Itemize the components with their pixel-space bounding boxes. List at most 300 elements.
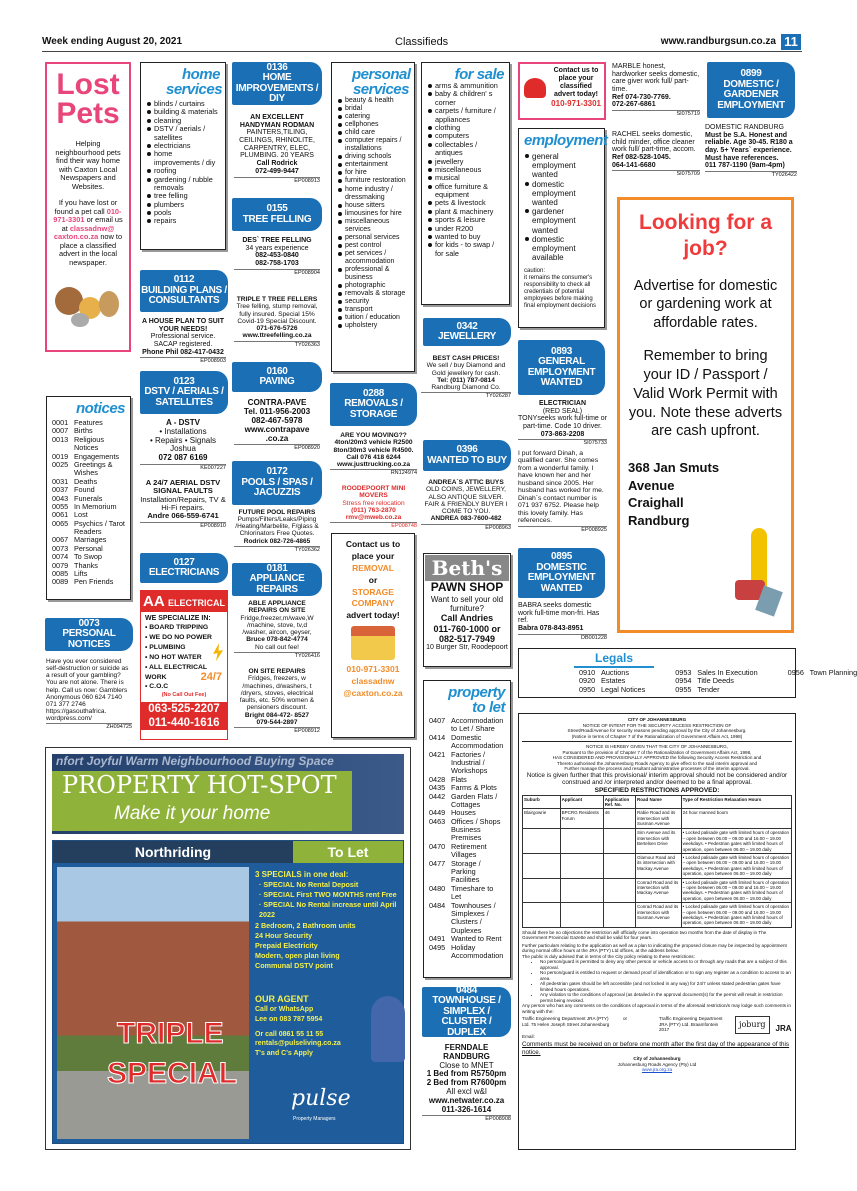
category-link[interactable]: musical: [427, 174, 504, 182]
entry-code: 0442: [429, 791, 446, 801]
category-link[interactable]: roofing: [146, 167, 220, 175]
table-cell: [560, 854, 603, 879]
category-code: 0288: [362, 387, 385, 399]
table-row: [523, 878, 792, 903]
category-link[interactable]: driving schools: [337, 153, 409, 161]
category-link[interactable]: plumbers: [146, 201, 220, 209]
entry-code: 0019: [52, 451, 69, 461]
entry-label: Engagements: [74, 451, 120, 461]
category-link[interactable]: office furniture & equipment: [427, 183, 504, 200]
table-cell: [560, 878, 603, 903]
personal-services-title: personal services: [352, 66, 411, 98]
promo-special: SPECIAL: [107, 1057, 238, 1090]
ad-dinah: [518, 450, 607, 533]
entry-code: 0085: [52, 569, 69, 579]
entry-label: In Memorium: [74, 501, 117, 511]
ad-line: ON SITE REPAIRS: [248, 668, 306, 675]
entry-label: Flats: [451, 774, 467, 784]
notice-paragraph: Further particulars relating to the application as well as a plan to indicating the proposed closure may be inspected by appointment during normal office hours at the JRA (PTY) Ltd offices, at the address below.: [522, 942, 787, 954]
entry-code: 0007: [52, 426, 69, 436]
aa-phone-1: 063-525-2207: [141, 702, 227, 716]
entry-label: Legal Notices: [601, 684, 646, 694]
category-link[interactable]: arms & ammunition: [427, 82, 504, 90]
col-road: Road Name: [635, 795, 681, 809]
category-link[interactable]: sports & leisure: [427, 216, 504, 224]
table-cell: • Locked palisade gate with limited hours of operation – open between 06.00 – 09.00 and 16.00 – 19.00 weekdays. • Pedestrian gates with limited hours of operation, open between 06.00 – 19.00 daily: [681, 903, 791, 928]
category-link[interactable]: for hire: [337, 169, 409, 177]
category-name: PERSONAL NOTICES: [62, 628, 116, 650]
entry-label: Accommodation to Let / Share: [451, 716, 504, 734]
category-link[interactable]: gardener employment wanted: [524, 207, 599, 235]
ad-line: www.contrapave .co.za: [244, 425, 310, 444]
notice-rule: • Any violation to the conditions of approval (as detailed in the approval document(s) for the permit will result in restriction permit being revoked.: [540, 992, 792, 1003]
category-name: JEWELLERY: [437, 331, 497, 342]
for-sale-list: [427, 82, 504, 258]
table-cell: [603, 878, 635, 903]
ad-line: TRIPLE T TREE FELLERS: [236, 296, 318, 303]
contact-phone[interactable]: 010-971-3301: [346, 664, 400, 675]
agent-title: OUR AGENT: [255, 994, 309, 1004]
ad-line: Fridges, freezers, w /machines, d/washers, t /dryers, stoves, electrical faults, etc. 50% women & pensioners discount.: [239, 675, 315, 712]
hot-spot-title: PROPERTY HOT-SPOT: [62, 771, 337, 799]
category-link[interactable]: general employment wanted: [524, 152, 599, 180]
category-link[interactable]: pets & livestock: [427, 199, 504, 207]
entry-code: 0910: [579, 668, 596, 677]
ad-jewellery: [421, 355, 511, 399]
ad-domestic-randburg: [705, 124, 797, 178]
restrictions-rows: [523, 809, 792, 927]
table-cell: [603, 854, 635, 879]
category-link[interactable]: DSTV / aerials / satellites: [146, 125, 220, 142]
feature-item: Prepaid Electricity: [255, 940, 318, 950]
ad-line: AN EXCELLENT HANDYMAN RODMAN: [239, 114, 315, 129]
ad-line: PAINTERS,TILING, CEILINGS, RHINOLITE, CARPENTRY, ELEC, PLUMBING. 20 YEARS: [239, 129, 315, 160]
entry-label: Pen Friends: [74, 577, 114, 587]
service-item: • C.O.C: [145, 683, 169, 691]
aa-hours: 24/7: [200, 671, 222, 684]
index-entry[interactable]: [429, 734, 505, 751]
ad-line: 8ton/30m3 vehicle R4500.: [333, 446, 414, 454]
ad-reference: EP008913: [234, 177, 320, 184]
ad-line: We sell / buy Diamond and Gold jewellery for cash.: [426, 362, 506, 377]
header-rule: [42, 51, 802, 52]
entry-code: 0067: [52, 535, 69, 545]
category-code: 0136: [266, 61, 288, 73]
listing-area: Northriding: [53, 841, 293, 863]
ad-ferndale: [422, 1044, 511, 1122]
category-link[interactable]: plant & machinery: [427, 208, 504, 216]
home-services-title: home services: [166, 66, 223, 98]
personal-services-list: [337, 97, 409, 330]
ad-reference: EP008912: [234, 727, 320, 734]
entry-label: Marriages: [74, 535, 107, 545]
contact-text-or: or: [368, 574, 378, 585]
index-entry[interactable]: [429, 885, 505, 902]
special-item: · SPECIAL No Rental increase until April 2022: [259, 900, 397, 920]
listing-to-let: To Let: [293, 841, 403, 863]
category-link[interactable]: furniture restoration: [337, 177, 409, 185]
table-cell: Conrad Road and its intersection with Susman Avenue: [635, 903, 681, 928]
category-link[interactable]: miscellaneous: [427, 166, 504, 174]
ad-line: All excl w&l: [446, 1086, 487, 1096]
ad-line: FERNDALE RANDBURG: [443, 1043, 490, 1061]
service-item: • NO HOT WATER: [145, 653, 202, 661]
ad-reference: EP008748: [330, 522, 417, 529]
table-header-row: [523, 795, 792, 809]
category-link[interactable]: cellphones: [337, 121, 409, 129]
category-name: DSTV / AERIALS / SATELLITES: [144, 386, 224, 408]
entry-code: 0414: [429, 732, 446, 742]
entry-code: 0491: [429, 934, 446, 944]
table-row: [523, 854, 792, 879]
beths-phone-2: 082-517-7949: [438, 633, 496, 644]
aa-brand: AA: [143, 593, 165, 610]
index-entry[interactable]: [429, 843, 505, 860]
category-link[interactable]: computer repairs / installations: [337, 137, 409, 153]
table-cell: [523, 829, 561, 854]
lost-pets-phone: 010-971-3301: [53, 206, 122, 225]
index-entry[interactable]: [52, 520, 125, 537]
employment-index: [518, 128, 608, 328]
entry-code: 0449: [429, 808, 446, 818]
ad-line: CONTRA-PAVE: [247, 398, 307, 407]
category-header-0181: [232, 563, 322, 596]
pulse-logo-tagline: Property Managers: [293, 1116, 336, 1122]
ad-reference: SI075733: [518, 439, 607, 446]
beths-title: PAWN SHOP: [430, 580, 504, 594]
notice-address-1: Traffic Engineering Department JRA (PTY) Ltd. 75 Helen Joseph Street Johannesburg: [522, 1016, 610, 1027]
listing-call: Or call 0861 55 11 55: [255, 1031, 324, 1039]
notice-act: (Notice in terms of Chapter 7 of the Rationalization of Government Affairs Act, 1998): [571, 733, 743, 739]
ad-line: (RED SEAL): [542, 407, 583, 415]
ad-line: ANDREA`S ATTIC BUYS: [428, 479, 504, 486]
table-cell: [523, 878, 561, 903]
category-header-0123: [140, 371, 228, 414]
ad-line: 073-863-2208: [540, 430, 585, 438]
ad-line: 072-267-6861: [612, 101, 656, 109]
notice-deadline: Comments must be received on or before one month after the first day of the appearance of this notice.: [522, 1041, 790, 1056]
ad-gamblers: [46, 658, 132, 730]
entry-code: 0954: [675, 676, 692, 686]
ad-reference: TY026422: [705, 171, 797, 178]
entry-code: 0025: [52, 459, 69, 469]
ad-reference: TY026362: [234, 546, 320, 553]
entry-label: Timeshare to Let: [451, 883, 494, 902]
table-cell: BPCRG Residents Forum: [560, 809, 603, 829]
category-link[interactable]: photographic: [337, 282, 409, 290]
entry-label: Births: [74, 426, 93, 436]
entry-label: Storage / Parking Facilities: [451, 858, 481, 885]
entry-label: Lifts: [74, 569, 88, 579]
page-number: 11: [781, 34, 801, 50]
ad-line: 011 787-1190 (9am-4pm): [705, 162, 785, 170]
ad-line: • Installations: [159, 426, 207, 436]
category-link[interactable]: cleaning: [146, 117, 220, 125]
category-link[interactable]: for kids - to swap / for sale: [427, 241, 504, 258]
ad-reference: EP008910: [140, 522, 226, 529]
index-entry[interactable]: [429, 860, 505, 885]
legals-list: [579, 668, 857, 697]
ad-line: 4ton/20m3 vehicle R2500: [334, 439, 413, 447]
feature-item: 2 Bedroom, 2 Bathroom units: [255, 920, 356, 930]
notice-line: Pursuant to the provision of Chapter 7 of the Rationalization of Government Affairs Act, 1998,: [562, 749, 752, 755]
category-name: POOLS / SPAS / JACUZZIS: [241, 476, 313, 499]
entry-label: Thanks: [74, 560, 98, 570]
category-link[interactable]: miscellaneous services: [337, 218, 409, 234]
ad-line: Installation/Repairs, TV & Hi-Fi repairs.: [140, 494, 226, 513]
entry-code: 0089: [52, 577, 69, 587]
entry-label: Domestic Accommodation: [451, 732, 504, 751]
contact-us-phone[interactable]: 010-971-3301: [551, 99, 601, 109]
jra-legal-notice: [518, 713, 796, 1150]
category-code: 0342: [456, 320, 478, 332]
category-link[interactable]: gardening / rubble removals: [146, 176, 220, 193]
category-link[interactable]: pools: [146, 209, 220, 217]
category-link[interactable]: domestic employment wanted: [524, 180, 599, 208]
ad-reference: KE007227: [140, 464, 226, 471]
building-photo: [57, 867, 249, 1139]
entry-code: 0956: [787, 668, 804, 677]
index-entry[interactable]: [429, 818, 505, 843]
table-cell: Blairgowrie: [523, 809, 561, 829]
ad-line: Call 076 418 6244: [346, 453, 401, 461]
contact-us-text: Contact us to place your classified advert today!: [553, 67, 599, 99]
ad-line: BEST CASH PRICES!: [432, 355, 500, 362]
category-link[interactable]: building & materials: [146, 108, 220, 116]
index-entry[interactable]: [52, 436, 125, 453]
home-services-index: [140, 62, 226, 250]
category-link[interactable]: child care: [337, 129, 409, 137]
category-link[interactable]: computers: [427, 132, 504, 140]
job-ad-address: [628, 459, 783, 529]
category-code: 0123: [173, 375, 195, 387]
index-entry[interactable]: [429, 751, 505, 776]
category-link[interactable]: removals & storage: [337, 290, 409, 298]
notices-title: notices: [75, 400, 125, 417]
entry-label: Religious Notices: [74, 434, 105, 453]
entry-code: 0955: [675, 684, 692, 694]
category-link[interactable]: tuition / education: [337, 314, 409, 322]
category-name: BUILDING PLANS / CONSULTANTS: [141, 284, 227, 307]
entry-label: Farms & Plots: [451, 783, 497, 793]
lost-pets-email: classadnw@ caxton.co.za: [53, 223, 115, 242]
issue-date: Week ending August 20, 2021: [42, 36, 183, 47]
ad-roodepoort-movers: [330, 485, 417, 529]
ad-line: Tel. 011-956-2003: [243, 407, 311, 417]
employment-title: employment: [524, 132, 608, 149]
address-line: Avenue: [628, 477, 675, 493]
ad-line: rmv@mweb.co.za: [345, 514, 402, 521]
notice-line: HAS CONSIDERED AND PROVISIONALLY APPROVED the following Security Access Restriction and: [552, 755, 762, 760]
entry-label: Estates: [601, 676, 626, 686]
category-code: 0073: [78, 617, 100, 629]
category-header-0136: [232, 62, 322, 105]
notice-rule: • All pedestrian gates should be left accessible (and not locked in any way) for 24/7 unless stated pedestrian gates have limited hours operations.: [540, 981, 792, 992]
index-entry[interactable]: [429, 717, 505, 734]
ad-line: I put forward Dinah, a qualified carer. She comes from a wonderful family. I have known her and her husband since 2005. Her husband has worked for me. Dinah`s contact number is 071 937 6752. Please help this lovely family. Has references.: [518, 450, 604, 525]
category-link[interactable]: pest control: [337, 242, 409, 250]
category-link[interactable]: tree felling: [146, 192, 220, 200]
notice-or: or: [623, 1016, 628, 1022]
contact-text-storage: STORAGE COMPANY: [351, 586, 395, 609]
entry-label: Deaths: [74, 476, 98, 486]
ad-line: Joshua: [170, 444, 196, 454]
category-header-0288: [330, 383, 417, 426]
contact-text-removal: REMOVAL: [352, 562, 394, 573]
category-link[interactable]: domestic employment available: [524, 235, 599, 263]
lost-pets-text-3: now to place a classified advert in the local newspaper.: [59, 232, 123, 267]
category-link[interactable]: carpets / furniture / appliances: [427, 107, 504, 124]
ad-line: 2 Bed from R7600pm: [426, 1078, 507, 1088]
index-entry[interactable]: [579, 686, 645, 694]
index-entry[interactable]: [52, 461, 125, 478]
category-link[interactable]: electricians: [146, 142, 220, 150]
job-ad-text-2: Remember to bring your ID / Passport / Valid Work Permit with you. Note these adverts are cash upfront.: [628, 348, 783, 440]
legals-title: Legals: [574, 652, 654, 668]
index-entry[interactable]: [675, 686, 757, 694]
ad-aerial: [140, 479, 226, 529]
ad-house-plan: [140, 318, 226, 364]
lost-pets-ad: [45, 62, 131, 352]
category-link[interactable]: bridal: [337, 105, 409, 113]
ad-des-tree: [234, 237, 320, 276]
ad-on-site-repairs: [234, 668, 320, 734]
entry-code: 0477: [429, 858, 446, 868]
contact-email-domain[interactable]: @caxton.co.za: [343, 688, 403, 699]
category-header-0484: [422, 984, 511, 1038]
category-link[interactable]: jewellery: [427, 158, 504, 166]
category-link[interactable]: house sitters: [337, 202, 409, 210]
address-line: Craighall: [628, 495, 684, 511]
category-link[interactable]: baby & children' s corner: [427, 90, 504, 107]
category-link[interactable]: upholstery: [337, 322, 409, 330]
entry-code: 0435: [429, 783, 446, 793]
section-title: Classifieds: [395, 36, 449, 48]
ad-line: Professional service. SACAP registered.: [150, 333, 216, 349]
category-header-0112: [140, 270, 228, 312]
category-name: REMOVALS / STORAGE: [344, 398, 403, 420]
category-link[interactable]: personal services: [337, 234, 409, 242]
notice-website[interactable]: www.jra.org.za: [641, 1067, 673, 1073]
category-link[interactable]: security: [337, 298, 409, 306]
contact-us-ad: [518, 62, 606, 120]
category-code: 0396: [456, 444, 478, 455]
category-link[interactable]: catering: [337, 113, 409, 121]
category-link[interactable]: wanted to buy: [427, 233, 504, 241]
notice-paragraph: Should there be no objections the restriction will officially come into operation two months from the date of display in The Government Provincial Gazette and shall be valid for four years.: [522, 929, 767, 941]
listing-email[interactable]: rentals@pulseliving.co.za: [255, 1040, 341, 1048]
entry-label: Lost: [74, 510, 88, 520]
category-link[interactable]: transport: [337, 306, 409, 314]
ad-line: ELECTRICIAN: [538, 400, 587, 407]
index-entry[interactable]: [788, 669, 857, 677]
col-type: Type of Restriction Relaxation Hours: [681, 795, 791, 809]
lost-pets-body: Helping neighbourhood pets find their way home with Caxton Local Newspapers and Websites.: [55, 139, 121, 191]
ad-line: www.netwater.co.za: [428, 1095, 505, 1105]
contact-text: Contact us to place your: [345, 539, 401, 561]
table-row: [523, 809, 792, 829]
jra-logo: JRA: [775, 1024, 792, 1034]
notice-address-2: Traffic Engineering Department JRA (PTY) Ltd. Braamfontein 2017: [659, 1016, 723, 1033]
ad-line: RACHEL seeks domestic, child minder, office cleaner work full/ part-time, accom.: [612, 131, 696, 154]
ad-line: Rodrick 082-726-4865: [243, 537, 311, 545]
category-header-0155: [232, 198, 322, 231]
category-link[interactable]: beauty & health: [337, 97, 409, 105]
ad-moving: [330, 432, 417, 476]
index-entry[interactable]: [429, 793, 505, 810]
contact-text-advert: advert today!: [346, 610, 400, 621]
index-entry[interactable]: [429, 944, 505, 961]
col-ref: Application Ref. No.: [603, 795, 635, 809]
ad-reference: SI075719: [612, 110, 700, 117]
pulse-logo: pulse: [291, 1086, 351, 1111]
category-code: 0172: [266, 466, 288, 478]
entry-label: Offices / Shops Business Premises: [451, 816, 501, 843]
aa-electrical-ad: [140, 590, 228, 740]
table-cell: 46: [603, 809, 635, 829]
table-cell: Sim Avenue and its intersection with Bertelsen Drive: [635, 829, 681, 854]
category-code: 0127: [173, 556, 195, 568]
table-cell: • Locked palisade gate with limited hours of operation – open between 06.00 – 09.00 and 16.00 – 19.00 weekdays. • Pedestrian gates with limited hours of operation, open between 06.00 – 19.00 daily: [681, 854, 791, 879]
category-name: WANTED TO BUY: [427, 454, 507, 466]
ad-line: Ref 082-528-1045.: [612, 154, 671, 162]
address-line: 368 Jan Smuts: [628, 460, 720, 476]
category-link[interactable]: pet services / accommodation: [337, 250, 409, 266]
category-link[interactable]: home industry / dressmaking: [337, 186, 409, 202]
ad-line: 064-141-6680: [612, 161, 656, 169]
ad-line: Bright 084-472- 8527: [244, 711, 310, 719]
category-link[interactable]: entertainment: [337, 161, 409, 169]
index-entry[interactable]: [52, 578, 125, 586]
ad-line: Randburg Diamond Co.: [431, 384, 501, 391]
category-link[interactable]: blinds / curtains: [146, 100, 220, 108]
table-cell: • Locked palisade gate with limited hours of operation – open between 06.00 – 09.00 and 16.00 – 19.00 weekdays. • Pedestrian gates with limited hours of operation, open between 06.00 – 19.00 daily: [681, 829, 791, 854]
category-link[interactable]: home improvements / diy: [146, 150, 220, 167]
ad-contrapave: [234, 398, 320, 451]
entry-code: 0421: [429, 749, 446, 759]
for-sale-title: for sale: [454, 66, 504, 83]
notice-line: Thereto authorised the Johannesburg Roads Agency to give effect to the said interim approval and: [556, 760, 758, 766]
category-link[interactable]: limousines for hire: [337, 210, 409, 218]
ad-reference: SI075709: [612, 170, 700, 177]
ad-reference: TY026416: [234, 652, 320, 659]
category-link[interactable]: collectables / antiques: [427, 141, 504, 158]
category-link[interactable]: professional & business: [337, 266, 409, 282]
category-link[interactable]: clothing: [427, 124, 504, 132]
ad-marble: [612, 63, 700, 117]
category-name: TOWNHOUSE / SIMPLEX / CLUSTER / DUPLEX: [432, 995, 501, 1038]
property-hot-spot-ad: [45, 747, 411, 1150]
ad-line: Pumps/Filters/Leaks/Piping /Heating/Marbelite, F/glass & Chlorinators Free Quotes.: [235, 516, 319, 538]
notice-subtitle: Street/Road/Avenue for security reasons pending approval by the City of Johannesburg.: [567, 728, 747, 733]
contact-email[interactable]: classadnw: [351, 676, 395, 687]
category-header-0342: [423, 318, 511, 346]
ad-line: ROODEPOORT MINI MOVERS: [341, 485, 406, 500]
beths-address: 10 Burger Str, Roodepoort: [426, 644, 508, 652]
category-code: 0155: [266, 203, 288, 214]
index-entry[interactable]: [429, 902, 505, 936]
aa-name: ELECTRICAL: [168, 598, 226, 608]
notice-signature: City of Johannesburg: [633, 1056, 681, 1062]
category-link[interactable]: under R200: [427, 225, 504, 233]
category-link[interactable]: repairs: [146, 217, 220, 225]
entry-code: 0001: [52, 418, 69, 427]
entry-label: Holiday Accommodation: [451, 942, 504, 960]
ad-line: Must be S.A. Honest and reliable. Age 30-45. R180 a day. 5+ Years` experience. Must have references.: [705, 131, 793, 162]
ad-reference: DB001228: [518, 634, 607, 641]
site-url[interactable]: www.randburgsun.co.za: [660, 36, 776, 47]
entry-label: Personal: [74, 543, 103, 553]
